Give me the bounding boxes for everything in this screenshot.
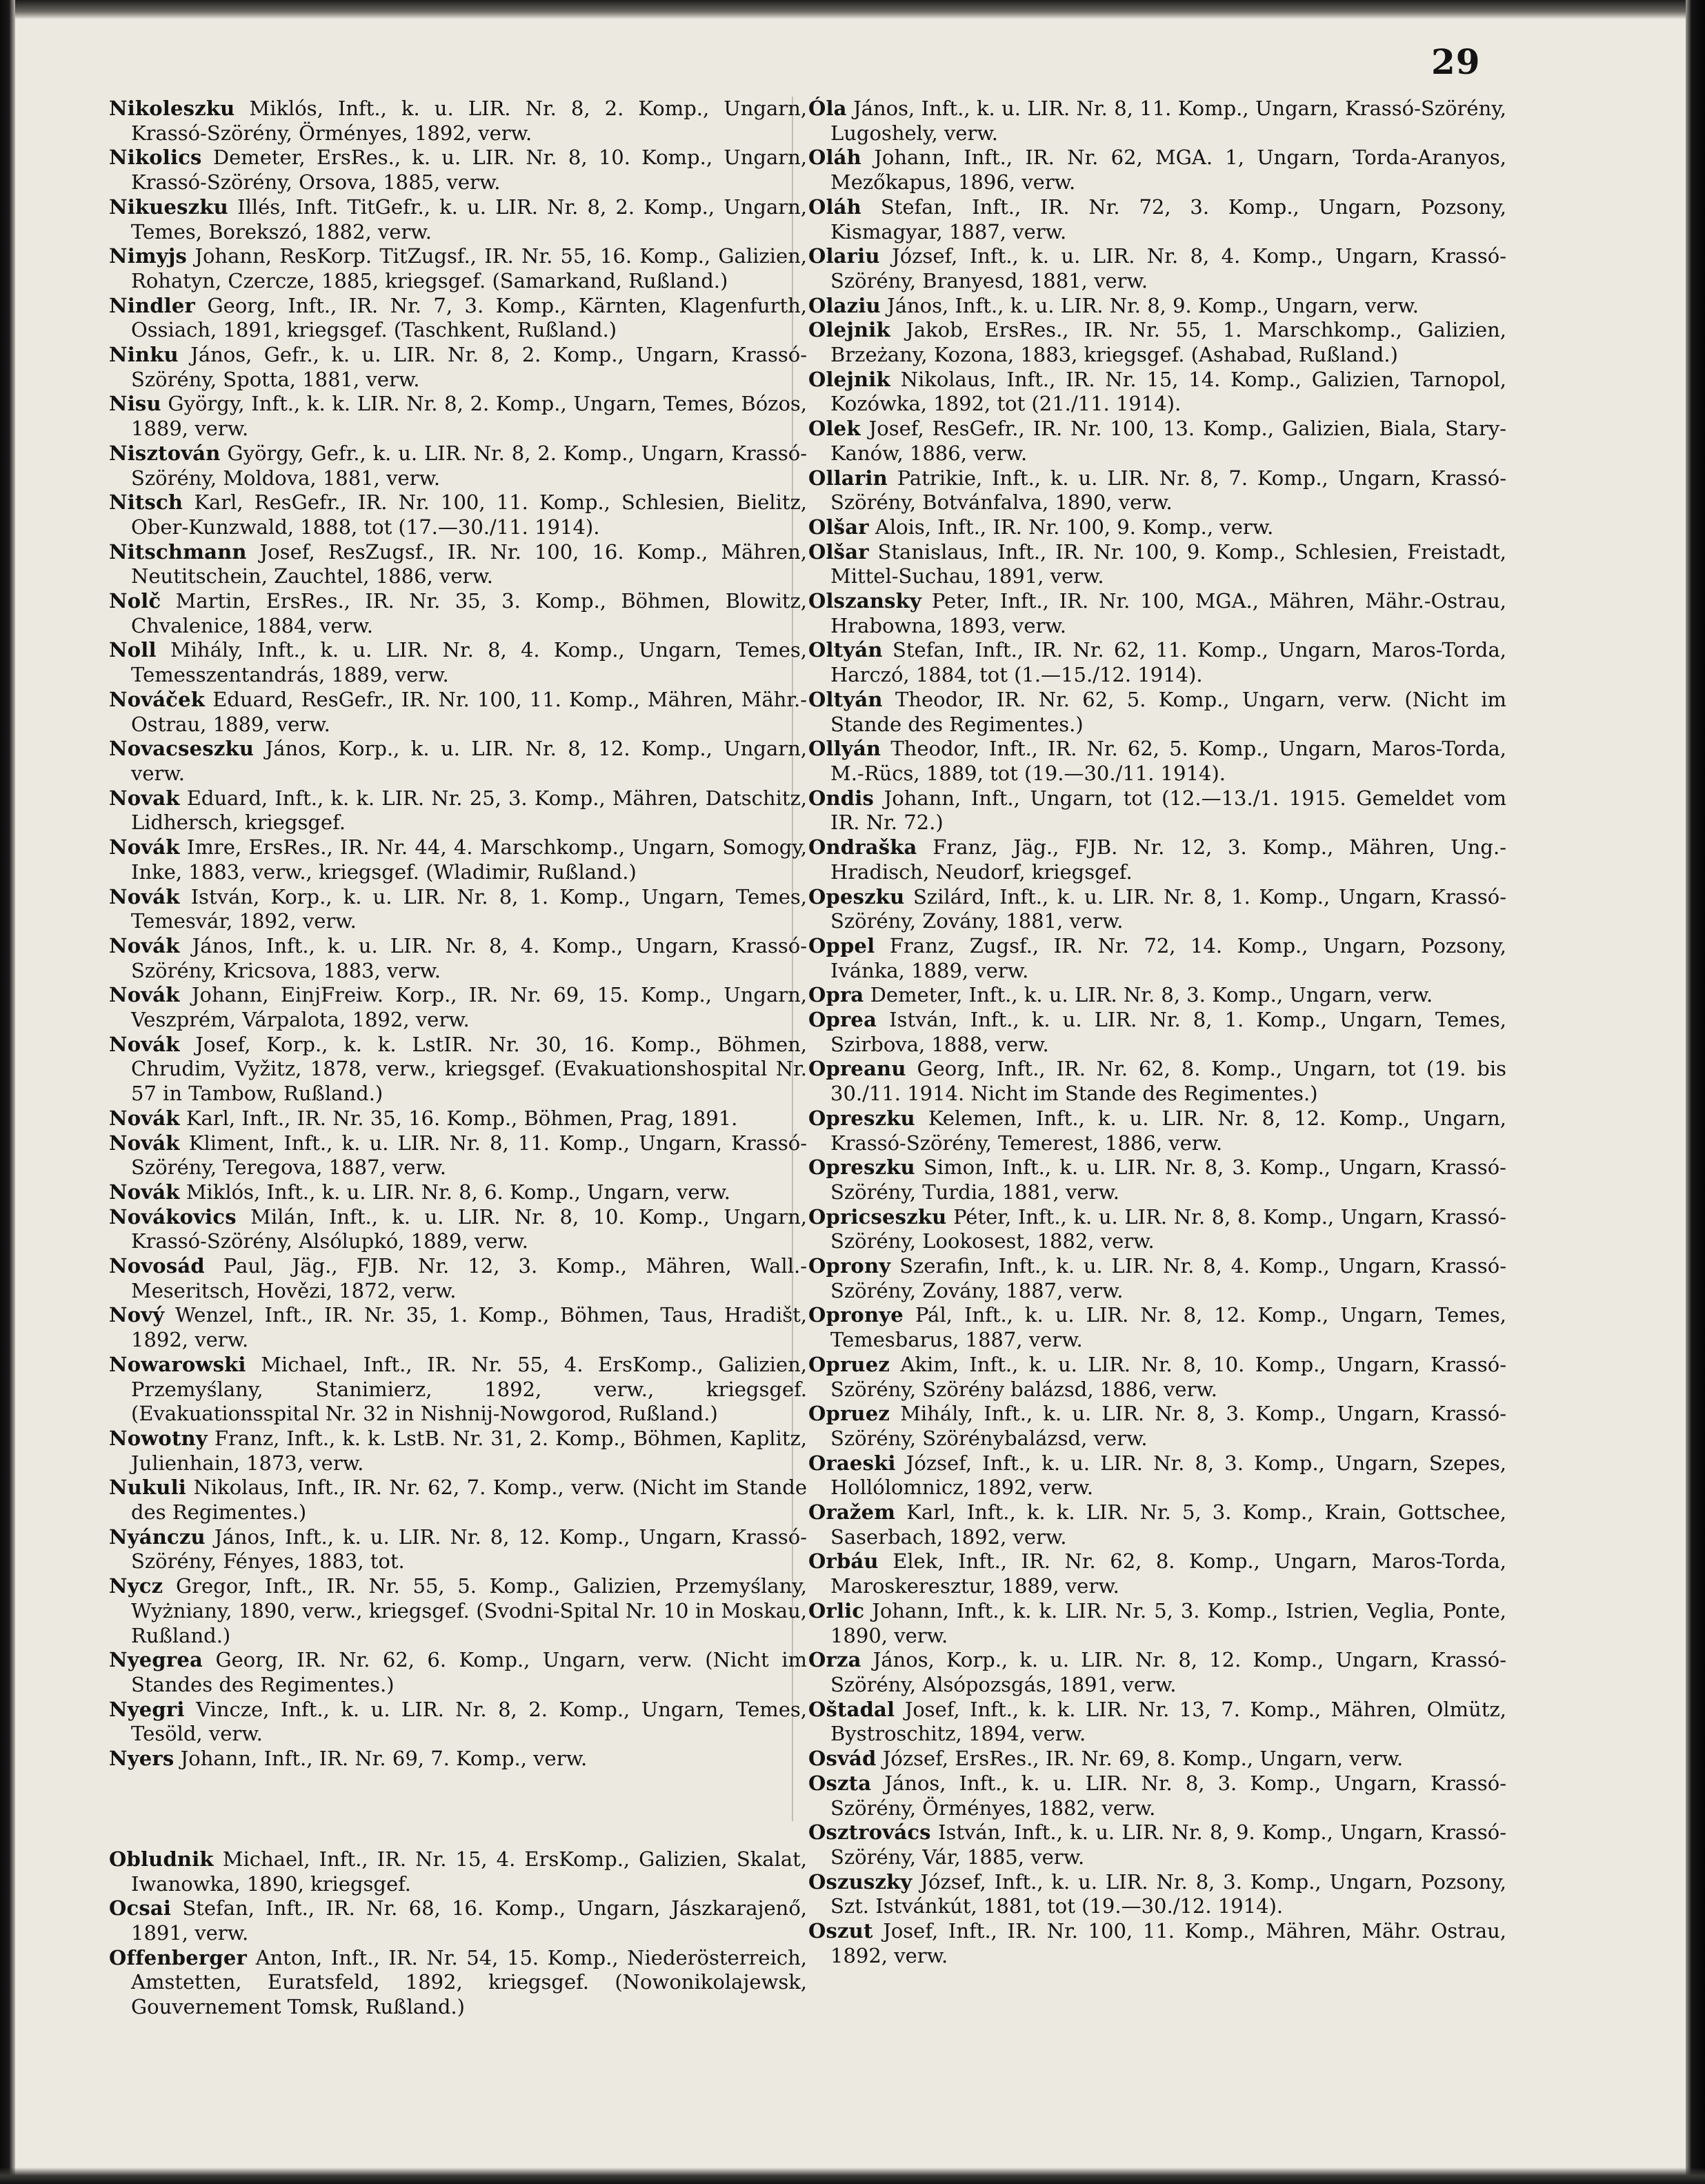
entry-details: György, Inft., k. k. LIR. Nr. 8, 2. Komp., Ungarn, Temes, Bózos, 1889, verw. — [131, 392, 808, 441]
entry-details: Michael, Inft., IR. Nr. 55, 4. ErsKomp., Galizien, Przemyślany, Stanimierz, 1892, verw., kriegsgef. (Evakuationsspital Nr. 32 in Nishnij-Nowgorod, Rußland.) — [131, 1352, 807, 1426]
entry-surname: Opeszku — [808, 884, 905, 909]
entry-details: Demeter, ErsRes., k. u. LIR. Nr. 8, 10. Komp., Ungarn, Krassó-Szörény, Orsova, 1885, verw. — [131, 146, 807, 195]
entry-details: Josef, Inft., k. k. LIR. Nr. 13, 7. Komp., Mähren, Olmütz, Bystroschitz, 1894, verw. — [830, 1697, 1507, 1746]
register-entry — [808, 1747, 1506, 1771]
entry-surname: Óla — [808, 97, 847, 120]
register-entry — [109, 638, 807, 687]
entry-surname: Ondraška — [808, 835, 917, 860]
entry-surname: Olariu — [808, 244, 880, 268]
register-entry — [109, 392, 807, 441]
register-entry — [808, 589, 1506, 638]
entry-surname: Novacseszku — [109, 737, 255, 761]
entry-surname: Opra — [808, 983, 864, 1007]
register-entry — [109, 1180, 807, 1205]
entry-details: Elek, Inft., IR. Nr. 62, 8. Komp., Ungarn, Maros-Torda, Maroskeresztur, 1889, verw. — [830, 1549, 1506, 1598]
section-gap — [109, 1771, 807, 1847]
entry-surname: Oszuszky — [808, 1869, 913, 1894]
register-entry — [109, 1525, 807, 1574]
entry-details: Johann, Inft., IR. Nr. 62, MGA. 1, Ungarn, Torda-Aranyos, Mezőkapus, 1896, verw. — [830, 146, 1506, 195]
entry-surname: Nukuli — [109, 1476, 187, 1500]
entry-surname: Oltyán — [808, 687, 883, 711]
entry-surname: Osvád — [808, 1747, 877, 1771]
entry-surname: Olejnik — [808, 318, 890, 342]
entry-surname: Nolč — [109, 589, 161, 613]
entry-details: Georg, Inft., IR. Nr. 7, 3. Komp., Kärnten, Klagenfurth, Ossiach, 1891, kriegsgef. (Taschkent, Rußland.) — [131, 293, 807, 342]
entry-details: Franz, Jäg., FJB. Nr. 12, 3. Komp., Mähren, Ung.-Hradisch, Neudorf, kriegsgef. — [830, 835, 1507, 884]
entry-details: Peter, Inft., IR. Nr. 100, MGA., Mähren, Mähr.-Ostrau, Hrabowna, 1893, verw. — [830, 589, 1507, 637]
entry-surname: Novák — [109, 1032, 180, 1056]
entry-details: Illés, Inft. TitGefr., k. u. LIR. Nr. 8, 2. Komp., Ungarn, Temes, Borekszó, 1882, verw. — [131, 195, 807, 244]
entry-surname: Oražem — [808, 1500, 896, 1525]
entry-details: György, Gefr., k. u. LIR. Nr. 8, 2. Komp., Ungarn, Krassó-Szörény, Moldova, 1881, verw. — [131, 441, 807, 490]
entry-details: Georg, IR. Nr. 62, 6. Komp., Ungarn, verw. (Nicht im Standes des Regimentes.) — [131, 1648, 808, 1696]
entry-surname: Opricseszku — [808, 1204, 947, 1229]
entry-details: Milán, Inft., k. u. LIR. Nr. 8, 10. Komp., Ungarn, Krassó-Szörény, Alsólupkó, 1889, verw. — [131, 1204, 807, 1253]
entry-details: Pál, Inft., k. u. LIR. Nr. 8, 12. Komp., Ungarn, Temes, Temesbarus, 1887, verw. — [830, 1303, 1506, 1352]
entry-details: Stefan, Inft., IR. Nr. 68, 16. Komp., Ungarn, Jászkarajenő, 1891, verw. — [131, 1896, 808, 1945]
register-entry — [808, 466, 1506, 515]
register-entry — [808, 146, 1506, 195]
entry-details: Karl, Inft., IR. Nr. 35, 16. Komp., Böhmen, Prag, 1891. — [186, 1106, 738, 1130]
register-entry — [808, 1500, 1506, 1549]
register-entry — [808, 835, 1506, 884]
entry-details: Nikolaus, Inft., IR. Nr. 62, 7. Komp., verw. (Nicht im Stande des Regimentes.) — [131, 1476, 808, 1525]
entry-surname: Oppel — [808, 933, 875, 957]
register-entry — [808, 368, 1506, 417]
entry-surname: Nyers — [109, 1747, 175, 1771]
register-entry — [109, 885, 807, 934]
register-entry — [808, 515, 1506, 540]
entry-details: Szerafin, Inft., k. u. LIR. Nr. 8, 4. Komp., Ungarn, Krassó-Szörény, Zovány, 1887, verw. — [830, 1254, 1506, 1302]
register-entry — [109, 195, 807, 244]
entry-surname: Oláh — [808, 146, 861, 170]
entry-details: Nikolaus, Inft., IR. Nr. 15, 14. Komp., Galizien, Tarnopol, Kozówka, 1892, tot (21./11. 1914). — [830, 367, 1507, 416]
entry-surname: Novák — [109, 835, 180, 860]
entry-details: Mihály, Inft., k. u. LIR. Nr. 8, 3. Komp., Ungarn, Krassó-Szörény, Szörénybalázsd, verw. — [830, 1402, 1507, 1450]
entry-surname: Novákovics — [109, 1204, 237, 1229]
entry-details: Josef, ResZugsf., IR. Nr. 100, 16. Komp., Mähren, Neutitschein, Zauchtel, 1886, verw. — [131, 539, 807, 588]
right-column — [808, 97, 1506, 1968]
entry-surname: Olek — [808, 417, 861, 441]
entry-surname: Ocsai — [109, 1896, 172, 1920]
page-number: 29 — [1431, 41, 1481, 82]
left-entries-o — [109, 1847, 807, 2020]
entry-surname: Olšar — [808, 515, 869, 539]
entry-details: János, Gefr., k. u. LIR. Nr. 8, 2. Komp., Ungarn, Krassó-Szörény, Spotta, 1881, verw. — [131, 343, 807, 391]
register-entry — [109, 294, 807, 343]
register-entry — [808, 1451, 1506, 1500]
entry-details: Stanislaus, Inft., IR. Nr. 100, 9. Komp., Schlesien, Freistadt, Mittel-Suchau, 1891, verw. — [830, 539, 1506, 588]
entry-details: Josef, Inft., IR. Nr. 100, 11. Komp., Mähren, Mähr. Ostrau, 1892, verw. — [830, 1919, 1507, 1967]
entry-surname: Olszansky — [808, 589, 922, 613]
entry-surname: Ollyán — [808, 737, 881, 761]
register-entry — [808, 195, 1506, 244]
register-entry — [808, 540, 1506, 589]
register-entry — [109, 490, 807, 539]
register-entry — [808, 1698, 1506, 1747]
entry-surname: Oszut — [808, 1919, 873, 1943]
entry-surname: Nikolics — [109, 146, 202, 170]
register-entry — [109, 244, 807, 293]
entry-details: Johann, EinjFreiw. Korp., IR. Nr. 69, 15. Komp., Ungarn, Veszprém, Várpalota, 1892, verw. — [131, 983, 808, 1032]
entry-surname: Olšar — [808, 539, 869, 564]
register-entry — [109, 1747, 807, 1771]
entry-surname: Novak — [109, 786, 180, 810]
entry-details: Péter, Inft., k. u. LIR. Nr. 8, 8. Komp., Ungarn, Krassó-Szörény, Lookosest, 1882, verw. — [830, 1204, 1506, 1253]
entry-surname: Nyánczu — [109, 1525, 206, 1549]
right-entries — [808, 97, 1506, 1968]
register-entry — [109, 589, 807, 638]
entry-details: Theodor, Inft., IR. Nr. 62, 5. Komp., Ungarn, Maros-Torda, M.-Rücs, 1889, tot (19.—30./11. 1914). — [830, 737, 1507, 785]
entry-details: Vincze, Inft., k. u. LIR. Nr. 8, 2. Komp., Ungarn, Temes, Tesöld, verw. — [131, 1697, 808, 1746]
entry-details: Michael, Inft., IR. Nr. 15, 4. ErsKomp., Galizien, Skalat, Iwanowka, 1890, kriegsgef. — [131, 1847, 807, 1896]
register-entry — [808, 688, 1506, 737]
entry-details: Wenzel, Inft., IR. Nr. 35, 1. Komp., Böhmen, Taus, Hradišt, 1892, verw. — [131, 1303, 808, 1352]
entry-surname: Orlic — [808, 1598, 865, 1622]
register-entry — [109, 1698, 807, 1747]
entry-surname: Ninku — [109, 343, 179, 367]
entry-surname: Opruez — [808, 1402, 890, 1426]
entry-details: János, Inft., k. u. LIR. Nr. 8, 11. Komp., Ungarn, Krassó-Szörény, Lugoshely, verw. — [830, 97, 1506, 145]
register-entry — [808, 737, 1506, 786]
entry-details: Szilárd, Inft., k. u. LIR. Nr. 8, 1. Komp., Ungarn, Krassó-Szörény, Zovány, 1881, verw. — [830, 884, 1507, 933]
entry-surname: Nimyjs — [109, 244, 188, 268]
entry-surname: Nindler — [109, 293, 196, 317]
register-entry — [808, 1599, 1506, 1648]
entry-surname: Offenberger — [109, 1945, 247, 1969]
entry-surname: Nitsch — [109, 490, 183, 515]
entry-surname: Oprea — [808, 1008, 877, 1032]
register-entry — [109, 688, 807, 737]
entry-details: János, Korp., k. u. LIR. Nr. 8, 12. Komp., Ungarn, Krassó-Szörény, Alsópozsgás, 1891, verw. — [830, 1648, 1506, 1696]
register-entry — [808, 1402, 1506, 1451]
entry-surname: Nyegri — [109, 1697, 185, 1721]
register-entry — [109, 1847, 807, 1896]
entry-surname: Nyegrea — [109, 1648, 203, 1672]
register-entry — [808, 318, 1506, 367]
register-entry — [808, 1106, 1506, 1155]
entry-surname: Novák — [109, 983, 180, 1007]
entry-details: Jakob, ErsRes., IR. Nr. 55, 1. Marschkomp., Galizien, Brzeżany, Kozona, 1883, kriegsgef. (Ashabad, Rußland.) — [830, 318, 1506, 367]
entry-surname: Ondis — [808, 786, 874, 810]
register-entry — [109, 1205, 807, 1254]
entry-surname: Opreszku — [808, 1155, 915, 1180]
entry-details: Imre, ErsRes., IR. Nr. 44, 4. Marschkomp., Ungarn, Somogy, Inke, 1883, verw., kriegsgef. (Wladimir, Rußland.) — [131, 835, 808, 884]
entry-details: István, Inft., k. u. LIR. Nr. 8, 1. Komp., Ungarn, Temes, Szirbova, 1888, verw. — [830, 1008, 1506, 1056]
entry-surname: Nowotny — [109, 1426, 208, 1450]
register-entry — [808, 1254, 1506, 1303]
register-entry — [808, 1057, 1506, 1106]
entry-surname: Noll — [109, 638, 157, 662]
register-entry — [109, 1131, 807, 1180]
entry-details: Karl, Inft., k. k. LIR. Nr. 5, 3. Komp., Krain, Gottschee, Saserbach, 1892, verw. — [830, 1500, 1506, 1549]
register-entry — [109, 1896, 807, 1945]
register-entry — [808, 1008, 1506, 1057]
entry-details: Johann, Inft., IR. Nr. 69, 7. Komp., verw. — [180, 1747, 588, 1771]
entry-details: János, Korp., k. u. LIR. Nr. 8, 12. Komp., Ungarn, verw. — [131, 737, 807, 785]
entry-details: Kelemen, Inft., k. u. LIR. Nr. 8, 12. Komp., Ungarn, Krassó-Szörény, Temerest, 1886, verw. — [830, 1106, 1506, 1155]
entry-surname: Novák — [109, 1180, 180, 1204]
register-entry — [109, 983, 807, 1032]
entry-details: József, Inft., k. u. LIR. Nr. 8, 3. Komp., Ungarn, Pozsony, Szt. Istvánkút, 1881, tot (19.—30./12. 1914). — [830, 1869, 1506, 1918]
entry-details: Stefan, Inft., IR. Nr. 72, 3. Komp., Ungarn, Pozsony, Kismagyar, 1887, verw. — [830, 195, 1507, 244]
entry-details: Anton, Inft., IR. Nr. 54, 15. Komp., Niederösterreich, Amstetten, Euratsfeld, 1892, kriegsgef. (Nowonikolajewsk, Gouvernement Tomsk, Rußland.) — [131, 1945, 807, 2019]
register-entry — [808, 1820, 1506, 1869]
entry-surname: Novák — [109, 884, 180, 909]
entry-details: Johann, Inft., Ungarn, tot (12.—13./1. 1915. Gemeldet vom IR. Nr. 72.) — [830, 786, 1507, 835]
entry-surname: Opronye — [808, 1303, 904, 1327]
register-entry — [109, 146, 807, 195]
register-entry — [808, 1155, 1506, 1204]
entry-details: Kliment, Inft., k. u. LIR. Nr. 8, 11. Komp., Ungarn, Krassó-Szörény, Teregova, 1887, verw. — [131, 1131, 808, 1180]
entry-details: Gregor, Inft., IR. Nr. 55, 5. Komp., Galizien, Przemyślany, Wyżniany, 1890, verw., kriegsgef. (Svodni-Spital Nr. 10 in Moskau, Rußland.) — [131, 1574, 807, 1647]
entry-details: István, Korp., k. u. LIR. Nr. 8, 1. Komp., Ungarn, Temes, Temesvár, 1892, verw. — [131, 884, 807, 933]
scan-border-right — [1686, 0, 1705, 2184]
register-entry — [109, 441, 807, 490]
scan-border-bottom — [0, 2167, 1705, 2184]
entry-details: József, ErsRes., IR. Nr. 69, 8. Komp., Ungarn, verw. — [882, 1747, 1404, 1771]
entry-surname: Nikoleszku — [109, 97, 235, 120]
register-entry — [109, 343, 807, 392]
entry-details: Miklós, Inft., k. u. LIR. Nr. 8, 6. Komp., Ungarn, verw. — [186, 1180, 730, 1204]
entry-details: Alois, Inft., IR. Nr. 100, 9. Komp., verw. — [875, 515, 1274, 539]
entry-surname: Oláh — [808, 195, 861, 219]
entry-surname: Oštadal — [808, 1697, 895, 1721]
entry-surname: Nitschmann — [109, 539, 247, 564]
register-entry — [808, 638, 1506, 687]
register-entry — [808, 1549, 1506, 1598]
register-entry — [808, 1919, 1506, 1968]
entry-details: Georg, Inft., IR. Nr. 62, 8. Komp., Ungarn, tot (19. bis 30./11. 1914. Nicht im Stande des Regimentes.) — [830, 1057, 1506, 1106]
entry-surname: Nowarowski — [109, 1352, 246, 1376]
register-entry — [109, 1353, 807, 1427]
entry-surname: Novosád — [109, 1254, 205, 1278]
entry-details: János, Inft., k. u. LIR. Nr. 8, 9. Komp., Ungarn, verw. — [887, 293, 1419, 317]
register-entry — [109, 1476, 807, 1525]
register-entry — [109, 1427, 807, 1476]
entry-details: József, Inft., k. u. LIR. Nr. 8, 4. Komp., Ungarn, Krassó-Szörény, Branyesd, 1881, verw. — [830, 244, 1506, 292]
register-entry — [808, 244, 1506, 293]
entry-surname: Olaziu — [808, 293, 881, 317]
register-entry — [109, 97, 807, 146]
register-entry — [109, 934, 807, 983]
entry-details: Johann, ResKorp. TitZugsf., IR. Nr. 55, 16. Komp., Galizien, Rohatyn, Czercze, 1885, kriegsgef. (Samarkand, Rußland.) — [131, 244, 807, 292]
entry-details: Miklós, Inft., k. u. LIR. Nr. 8, 2. Komp., Ungarn, Krassó-Szörény, Örményes, 1892, verw. — [131, 97, 807, 145]
entry-surname: Orbáu — [808, 1549, 879, 1574]
entry-surname: Olejnik — [808, 367, 890, 391]
register-entry — [808, 934, 1506, 983]
register-entry — [109, 1574, 807, 1648]
entry-surname: Opreszku — [808, 1106, 915, 1130]
entry-details: Eduard, ResGefr., IR. Nr. 100, 11. Komp., Mähren, Mähr.-Ostrau, 1889, verw. — [131, 687, 807, 736]
entry-details: Franz, Inft., k. k. LstB. Nr. 31, 2. Komp., Böhmen, Kaplitz, Julienhain, 1873, verw. — [131, 1426, 808, 1475]
entry-surname: Opreanu — [808, 1057, 906, 1081]
entry-details: Mihály, Inft., k. u. LIR. Nr. 8, 4. Komp., Ungarn, Temes, Temesszentandrás, 1889, verw. — [131, 638, 807, 687]
entry-surname: Obludnik — [109, 1847, 214, 1871]
entry-surname: Novák — [109, 1106, 180, 1130]
entry-details: József, Inft., k. u. LIR. Nr. 8, 3. Komp., Ungarn, Szepes, Hollólomnicz, 1892, verw. — [830, 1451, 1506, 1500]
register-entry — [109, 1946, 807, 2020]
entry-surname: Orza — [808, 1648, 861, 1672]
entry-details: Josef, ResGefr., IR. Nr. 100, 13. Komp., Galizien, Biala, Stary-Kanów, 1886, verw. — [830, 417, 1506, 465]
entry-details: Akim, Inft., k. u. LIR. Nr. 8, 10. Komp., Ungarn, Krassó-Szörény, Szörény balázsd, 1886, verw. — [830, 1352, 1507, 1401]
entry-details: Eduard, Inft., k. k. LIR. Nr. 25, 3. Komp., Mähren, Datschitz, Lidhersch, kriegsgef. — [131, 786, 807, 835]
register-entry — [808, 1353, 1506, 1402]
entry-details: János, Inft., k. u. LIR. Nr. 8, 12. Komp., Ungarn, Krassó-Szörény, Fényes, 1883, tot. — [131, 1525, 808, 1574]
entry-surname: Oltyán — [808, 638, 883, 662]
entry-details: Simon, Inft., k. u. LIR. Nr. 8, 3. Komp., Ungarn, Krassó-Szörény, Turdia, 1881, verw. — [830, 1155, 1506, 1204]
entry-details: Franz, Zugsf., IR. Nr. 72, 14. Komp., Ungarn, Pozsony, Ivánka, 1889, verw. — [830, 933, 1507, 982]
register-entry — [109, 786, 807, 835]
register-entry — [109, 1254, 807, 1303]
register-entry — [808, 1648, 1506, 1697]
entry-surname: Ollarin — [808, 466, 888, 490]
register-entry — [109, 540, 807, 589]
left-entries-n — [109, 97, 807, 1771]
entry-surname: Osztrovács — [808, 1820, 931, 1845]
register-entry — [109, 835, 807, 884]
entry-surname: Novák — [109, 1131, 180, 1155]
entry-surname: Nový — [109, 1303, 165, 1327]
register-entry — [109, 1648, 807, 1697]
entry-surname: Opruez — [808, 1352, 890, 1376]
entry-details: Theodor, IR. Nr. 62, 5. Komp., Ungarn, verw. (Nicht im Stande des Regimentes.) — [830, 687, 1506, 736]
entry-surname: Nikueszku — [109, 195, 228, 219]
register-entry — [808, 1205, 1506, 1254]
entry-surname: Oszta — [808, 1771, 872, 1795]
register-entry — [808, 294, 1506, 319]
entry-surname: Oprony — [808, 1254, 891, 1278]
register-entry — [808, 983, 1506, 1008]
register-entry — [808, 1303, 1506, 1352]
entry-surname: Novák — [109, 933, 180, 957]
register-entry — [808, 1870, 1506, 1919]
entry-surname: Nováček — [109, 687, 206, 711]
entry-details: Paul, Jäg., FJB. Nr. 12, 3. Komp., Mähren, Wall.-Meseritsch, Hovězi, 1872, verw. — [131, 1254, 807, 1302]
scan-border-left — [0, 0, 15, 2184]
register-entry — [808, 786, 1506, 835]
register-entry — [109, 1303, 807, 1352]
entry-details: Martin, ErsRes., IR. Nr. 35, 3. Komp., Böhmen, Blowitz, Chvalenice, 1884, verw. — [131, 589, 808, 637]
entry-details: Stefan, Inft., IR. Nr. 62, 11. Komp., Ungarn, Maros-Torda, Harczó, 1884, tot (1.—15./12. 1914). — [830, 638, 1506, 687]
scan-border-top — [0, 0, 1705, 19]
register-entry — [109, 1033, 807, 1106]
entry-surname: Nisu — [109, 392, 161, 416]
entry-surname: Oraeski — [808, 1451, 896, 1475]
register-entry — [808, 1771, 1506, 1820]
entry-details: István, Inft., k. u. LIR. Nr. 8, 9. Komp., Ungarn, Krassó-Szörény, Vár, 1885, verw. — [830, 1820, 1507, 1869]
entry-details: Karl, ResGefr., IR. Nr. 100, 11. Komp., Schlesien, Bielitz, Ober-Kunzwald, 1888, tot (17.—30./11. 1914). — [131, 490, 808, 539]
register-entry — [808, 97, 1506, 146]
entry-details: János, Inft., k. u. LIR. Nr. 8, 4. Komp., Ungarn, Krassó-Szörény, Kricsova, 1883, verw. — [131, 933, 807, 982]
register-entry — [109, 737, 807, 786]
entry-surname: Nycz — [109, 1574, 163, 1598]
entry-surname: Nisztován — [109, 441, 221, 465]
register-entry — [109, 1106, 807, 1131]
entry-details: Johann, Inft., k. k. LIR. Nr. 5, 3. Komp., Istrien, Veglia, Ponte, 1890, verw. — [830, 1598, 1506, 1647]
left-column — [109, 97, 807, 2020]
register-entry — [808, 885, 1506, 934]
entry-details: János, Inft., k. u. LIR. Nr. 8, 3. Komp., Ungarn, Krassó-Szörény, Örményes, 1882, verw. — [830, 1771, 1506, 1820]
entry-details: Demeter, Inft., k. u. LIR. Nr. 8, 3. Komp., Ungarn, verw. — [870, 983, 1433, 1007]
entry-details: Josef, Korp., k. k. LstIR. Nr. 30, 16. Komp., Böhmen, Chrudim, Vyžitz, 1878, verw., kriegsgef. (Evakuationshospital Nr. 57 in Tambow, Rußland.) — [131, 1032, 808, 1106]
entry-details: Patrikie, Inft., k. u. LIR. Nr. 8, 7. Komp., Ungarn, Krassó-Szörény, Botvánfalva, 1890, verw. — [830, 466, 1507, 515]
register-entry — [808, 417, 1506, 466]
